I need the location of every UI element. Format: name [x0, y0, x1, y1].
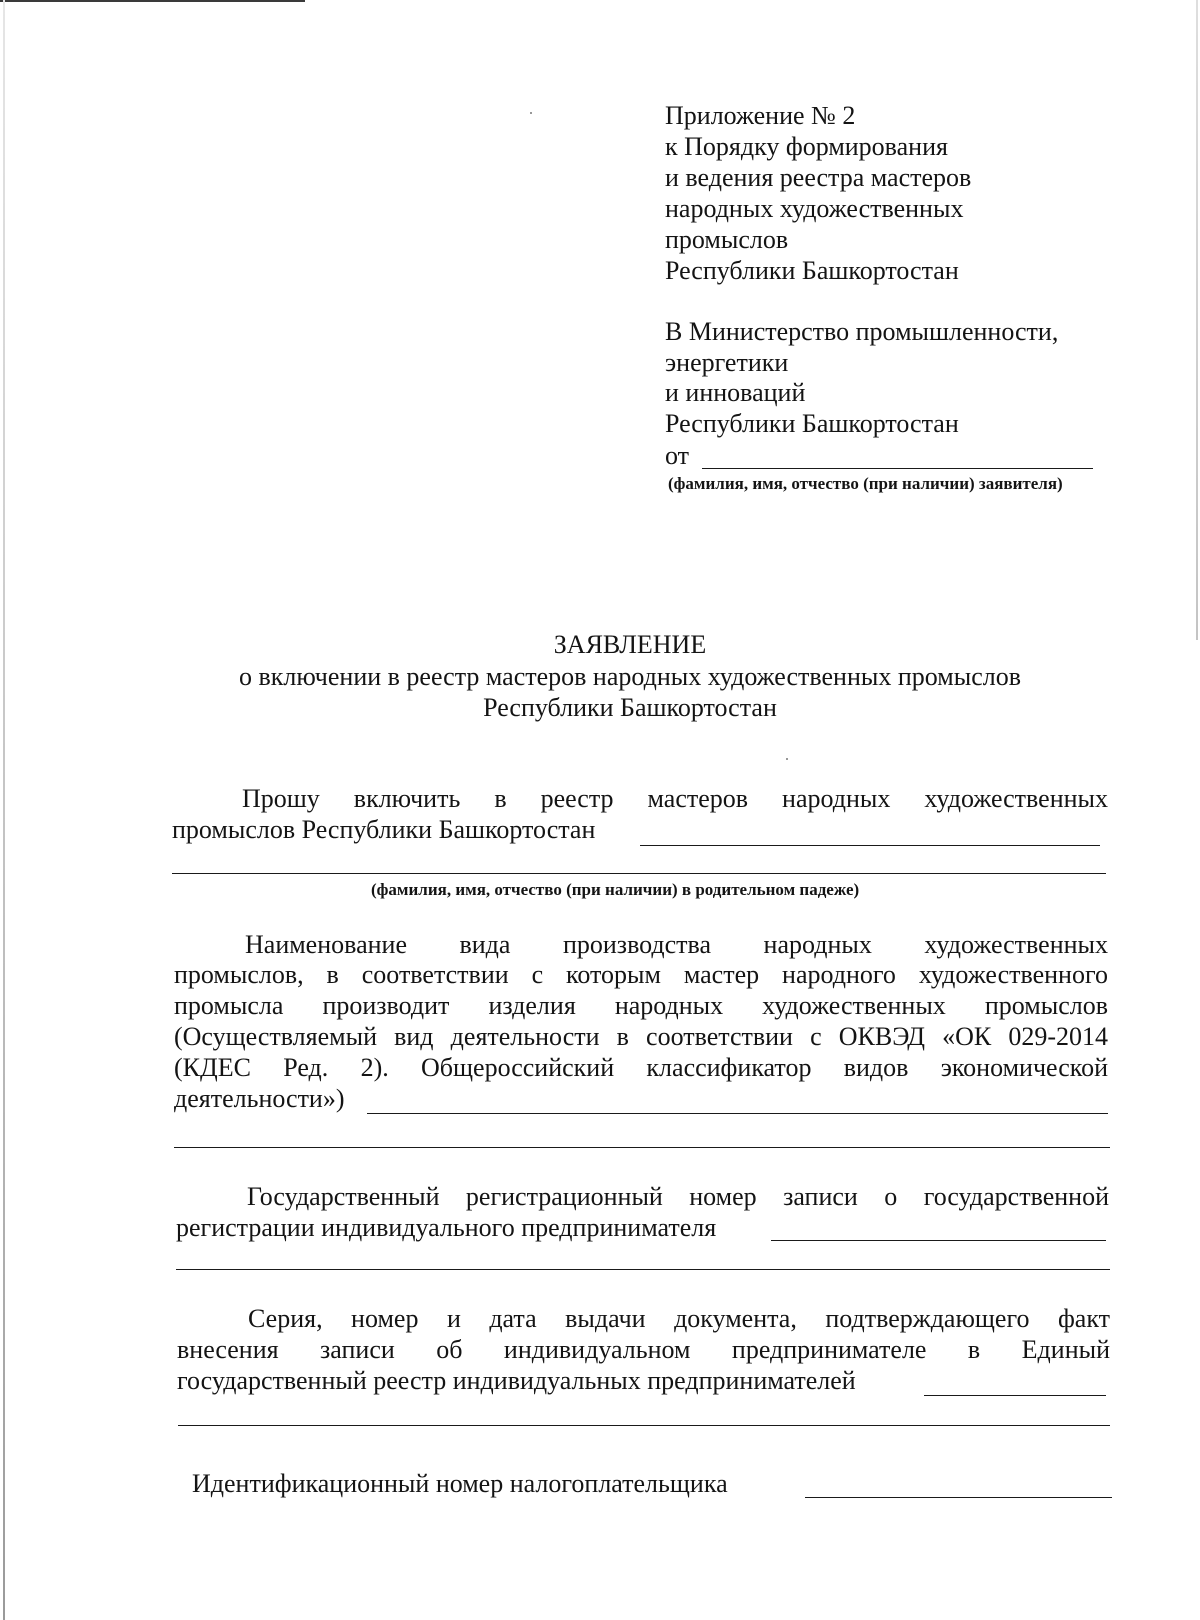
master-name-hint: (фамилия, имя, отчество (при наличии) в родительном падеже)	[371, 880, 860, 899]
document-line-3: государственный реестр индивидуальных предпринимателей	[177, 1366, 856, 1395]
registration-number-field-1[interactable]	[771, 1240, 1106, 1241]
egrip-document-field-1[interactable]	[924, 1395, 1106, 1396]
scan-edge-top	[0, 0, 305, 2]
from-label: от	[665, 441, 690, 470]
title-heading: ЗАЯВЛЕНИЕ	[553, 630, 707, 659]
activity-field-1[interactable]	[367, 1113, 1108, 1114]
activity-line-1: Наименование вида производства народных художественных	[245, 930, 1108, 959]
title-line-2: Республики Башкортостан	[483, 693, 777, 722]
document-line-2: внесения записи об индивидуальном предпринимателе в Единый	[177, 1335, 1110, 1364]
activity-line-3: промысла производит изделия народных художественных промыслов	[174, 991, 1108, 1020]
scan-edge-left	[3, 0, 5, 1620]
inn-label: Идентификационный номер налогоплательщика	[192, 1469, 728, 1498]
addressee-line-1: В Министерство промышленности,	[665, 317, 1059, 346]
activity-line-2: промыслов, в соответствии с которым мастер народного художественного	[174, 960, 1108, 989]
addressee-line-4: Республики Башкортостан	[665, 409, 959, 438]
master-name-field-1[interactable]	[640, 845, 1100, 846]
egrip-document-field-2[interactable]	[178, 1425, 1110, 1426]
appendix-line-2: к Порядку формирования	[665, 132, 948, 161]
addressee-line-2: энергетики	[665, 348, 789, 377]
registration-line-2: регистрации индивидуального предпринимателя	[176, 1213, 717, 1242]
master-name-field-2[interactable]	[172, 873, 1106, 874]
addressee-line-3: и инноваций	[665, 378, 806, 407]
document-line-1: Серия, номер и дата выдачи документа, подтверждающего факт	[248, 1304, 1110, 1333]
title-line-1: о включении в реестр мастеров народных художественных промыслов	[238, 662, 1021, 691]
applicant-name-field[interactable]	[702, 468, 1093, 469]
appendix-line-3: и ведения реестра мастеров	[665, 163, 972, 192]
activity-line-6: деятельности»)	[174, 1084, 345, 1113]
activity-field-2[interactable]	[174, 1147, 1110, 1148]
appendix-line-1: Приложение № 2	[665, 101, 856, 130]
request-line-2: промыслов Республики Башкортостан	[172, 815, 596, 844]
appendix-line-4: народных художественных	[665, 194, 964, 223]
activity-line-4: (Осуществляемый вид деятельности в соответствии с ОКВЭД «ОК 029-2014	[174, 1022, 1108, 1051]
scan-speck	[530, 112, 532, 114]
scan-edge-right	[1196, 0, 1198, 640]
appendix-line-6: Республики Башкортостан	[665, 256, 959, 285]
appendix-line-5: промыслов	[665, 225, 789, 254]
applicant-name-hint: (фамилия, имя, отчество (при наличии) заявителя)	[668, 474, 1063, 493]
scan-speck	[786, 758, 788, 760]
inn-field[interactable]	[805, 1497, 1112, 1498]
request-line-1: Прошу включить в реестр мастеров народных художественных	[242, 784, 1108, 813]
activity-line-5: (КДЕС Ред. 2). Общероссийский классификатор видов экономической	[174, 1053, 1108, 1082]
registration-number-field-2[interactable]	[176, 1269, 1110, 1270]
registration-line-1: Государственный регистрационный номер записи о государственной	[247, 1182, 1109, 1211]
